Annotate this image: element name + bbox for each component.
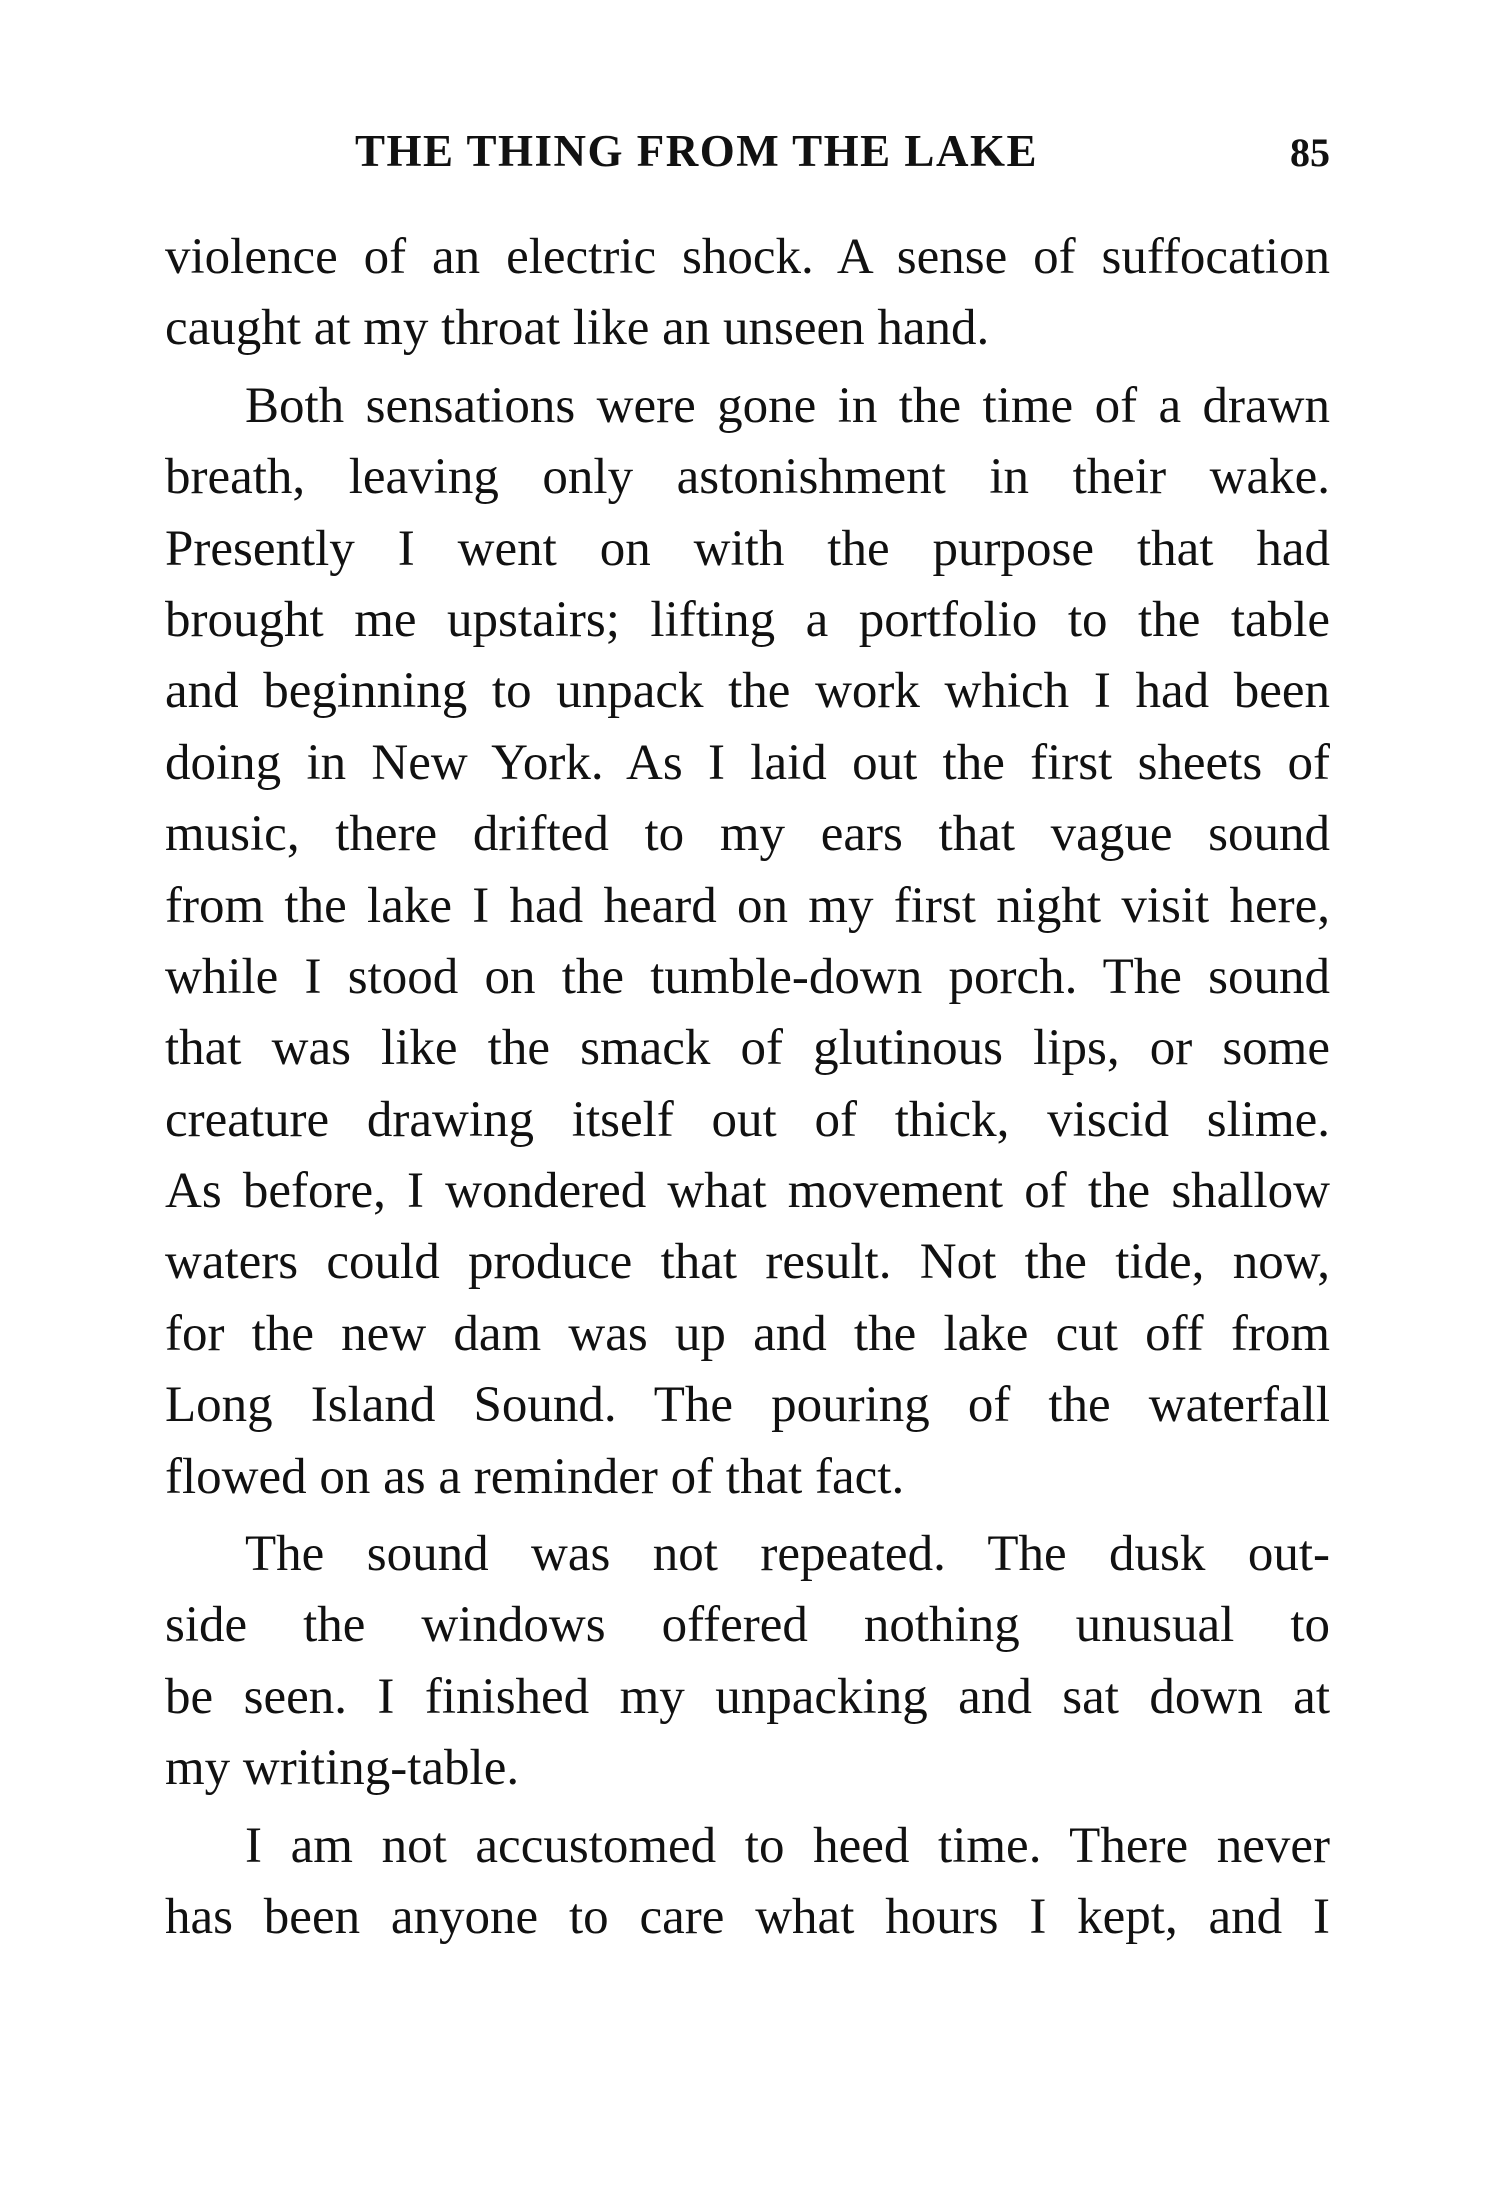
text-line: creature drawing itself out of thick, viscid slime. [165,1091,1330,1148]
paragraph-4 [165,1811,1330,1954]
running-title: THE THING FROM THE LAKE [355,126,1038,176]
text-line: Long Island Sound. The pouring of the waterfall [165,1377,1330,1434]
running-head [160,125,1330,185]
text-line: while I stood on the tumble-down porch. The sound [165,948,1330,1005]
text-line: waters could produce that result. Not the tide, now, [165,1234,1330,1291]
text-line: Both sensations were gone in the time of a drawn [245,377,1330,434]
text-line: has been anyone to care what hours I kept, and I [165,1888,1330,1945]
text-line: I am not accustomed to heed time. There never [245,1817,1330,1874]
page-number: 85 [1290,130,1330,175]
text-line: As before, I wondered what movement of the shallow [165,1163,1330,1220]
text-line: breath, leaving only astonishment in their wake. [165,449,1330,506]
text-line: Presently I went on with the purpose that had [165,520,1330,577]
text-line: that was like the smack of glutinous lips, or some [165,1020,1330,1077]
text-line: music, there drifted to my ears that vague sound [165,806,1330,863]
text-line: doing in New York. As I laid out the first sheets of [165,734,1330,791]
text-line: and beginning to unpack the work which I had been [165,663,1330,720]
paragraph-1 [165,222,1330,365]
text-line: brought me upstairs; lifting a portfolio to the table [165,591,1330,648]
text-line: caught at my throat like an unseen hand. [165,300,990,357]
text-line: side the windows offered nothing unusual to [165,1597,1330,1654]
text-line: my writing-table. [165,1740,520,1797]
text-line: flowed on as a reminder of that fact. [165,1448,905,1505]
text-line: for the new dam was up and the lake cut off from [165,1305,1330,1362]
body-text [165,222,1330,1953]
text-line: The sound was not repeated. The dusk out- [245,1526,1330,1583]
text-line: be seen. I finished my unpacking and sat down at [165,1668,1330,1725]
text-line: violence of an electric shock. A sense of suffocation [165,229,1330,285]
paragraph-3 [165,1519,1330,1805]
paragraph-2 [165,371,1330,1513]
text-line: from the lake I had heard on my first night visit here, [165,877,1330,934]
